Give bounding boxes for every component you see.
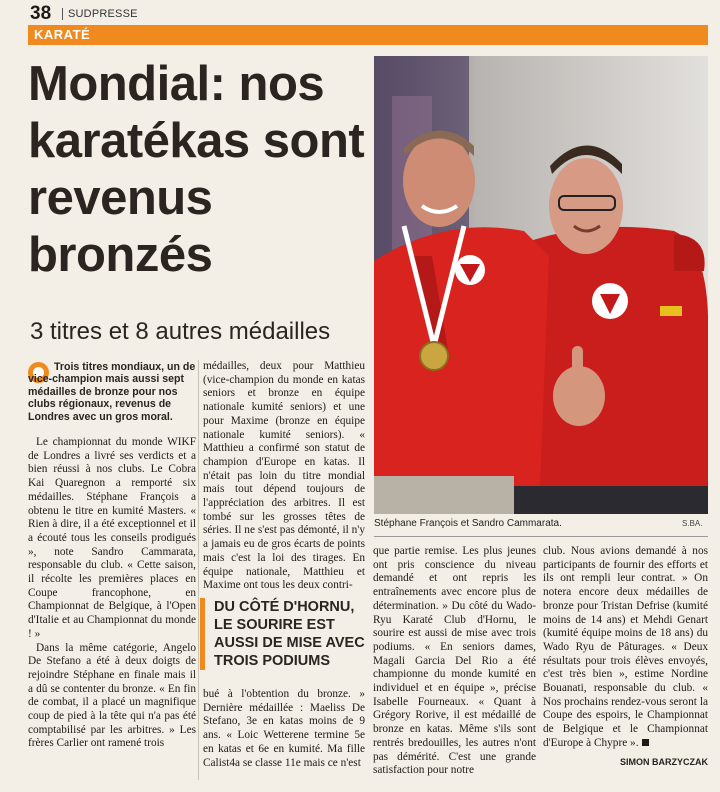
boxout-accent-bar (200, 598, 205, 670)
article-photo (374, 56, 708, 514)
section-bar (28, 25, 708, 45)
section-label: KARATÉ (34, 27, 91, 42)
boxout-title: DU CÔTÉ D'HORNU, LE SOURIRE EST AUSSI DE MISE AVEC TROIS PODIUMS (214, 599, 365, 669)
body-column-2 (203, 360, 365, 593)
body-text: club. Nous avions demandé à nos participants de fournir des efforts et ils ont rempli leur contrat. » On notera encore deux médailles de bronze pour Tristan Defrise (kumité moins de 14 ans) et Mehdi Genart (kumité équipe moins de 18 ans) du Wado Ryu de Pâturages. « Deux résultats pour trois élèves envoyés, c'est très bien », estime Nordine Bouanati, responsable du club. « Nos prochains rendez-vous seront la Coupe des espoirs, le Championnat de Belgique et le Championnat d'Europe à Chypre ». (543, 545, 708, 749)
body-paragraph: médailles, deux pour Matthieu (vice-champion du monde en katas seniors et bronze en équipe nationale kumité seniors) et une pour Maxime (bronze en équipe nationale kumité seniors). « Matthieu a confirmé son statut de champion d'Europe en katas. Il n'était pas loin du titre mondial mais tout dépend toujours de l'appréciation des arbitres. Il est tombé sur les grosses têtes de séries. Il ne s'est pas démonté, il n'y a jamais eu de gros écarts de points mais c'est la loi des tirages. En équipe nationale, Matthieu et Maxime ont tous les deux contri- (203, 360, 365, 592)
body-column-3 (373, 545, 536, 778)
body-column-1 (28, 436, 196, 751)
headline: Mondial: nos karatékas sont revenus bronzés (28, 57, 365, 282)
page-number: 38 (30, 3, 52, 24)
body-paragraph (543, 545, 708, 751)
subheadline: 3 titres et 8 autres médailles (30, 318, 331, 345)
photo-credit: S.BA. (682, 519, 703, 528)
caption-rule (374, 536, 708, 537)
body-paragraph: bué à l'obtention du bronze. » Dernière médaillée : Maeliss De Stefano, 3e en katas moins de 9 ans. « Loic Wetterene termine 5e en katas et 6e en kumité. Ma fille Calist4a se classe 11e mais ce n'est (203, 688, 365, 769)
photo-caption: Stéphane François et Sandro Cammarata. (374, 518, 562, 529)
body-paragraph: Le championnat du monde WIKF de Londres a livré ses verdicts et a bien réussi à nos clubs. Le Cobra Kai Quaregnon a remporté six médailles. Stéphane François a obtenu le titre en kumité Masters. « Rien à dire, il a été exceptionnel et il a écouté tous les conseils prodigués », note Sandro Cammarata, responsable du club. « Cette saison, il récolte les premières places en Coupe francophone, en Championnat de Belgique, à l'Open d'Italie et au Championnat du monde ! » (28, 436, 196, 640)
end-mark-icon (642, 739, 649, 746)
lead-paragraph (28, 361, 196, 423)
photo-illustration (374, 56, 708, 514)
publication-name: SUDPRESSE (62, 8, 138, 20)
author-signature: SIMON BARZYCZAK (620, 757, 708, 767)
body-paragraph: que partie remise. Les plus jeunes ont pris conscience du niveau demandé et ont repris les entraînements avec encore plus de détermination. » Du côté du Wado-Ryu Karaté Club d'Hornu, le sourire est aussi de mise avec trois podiums. « En seniors dames, Magali Garcia Del Rio a été championne du monde kumité en individuel et en équipe », précise Isabelle Fourneaux. « Quant à Grégory Rorive, il est médaillé de bronze en katas. Même s'ils sont rentrés bredouilles, les autres n'ont pas démérité. C'est une grande satisfaction pour notre (373, 545, 536, 777)
column-divider (198, 360, 199, 780)
body-column-4 (543, 545, 708, 751)
lead-text: Trois titres mondiaux, un de vice-champion mais aussi sept médailles de bronze pour nos clubs régionaux, revenus de Londres avec un gros moral. (28, 361, 196, 423)
body-paragraph: Dans la même catégorie, Angelo De Stefano a été à deux doigts de rejoindre Stéphane en finale mais il a dû se contenter du bronze. « En fin de combat, il a placé un magnifique coup de pied à la tête qui n'a pas été comptabilisé par les arbitres. » Les frères Carlier ont ramené trois (28, 641, 196, 750)
body-column-2-continued (203, 688, 365, 770)
